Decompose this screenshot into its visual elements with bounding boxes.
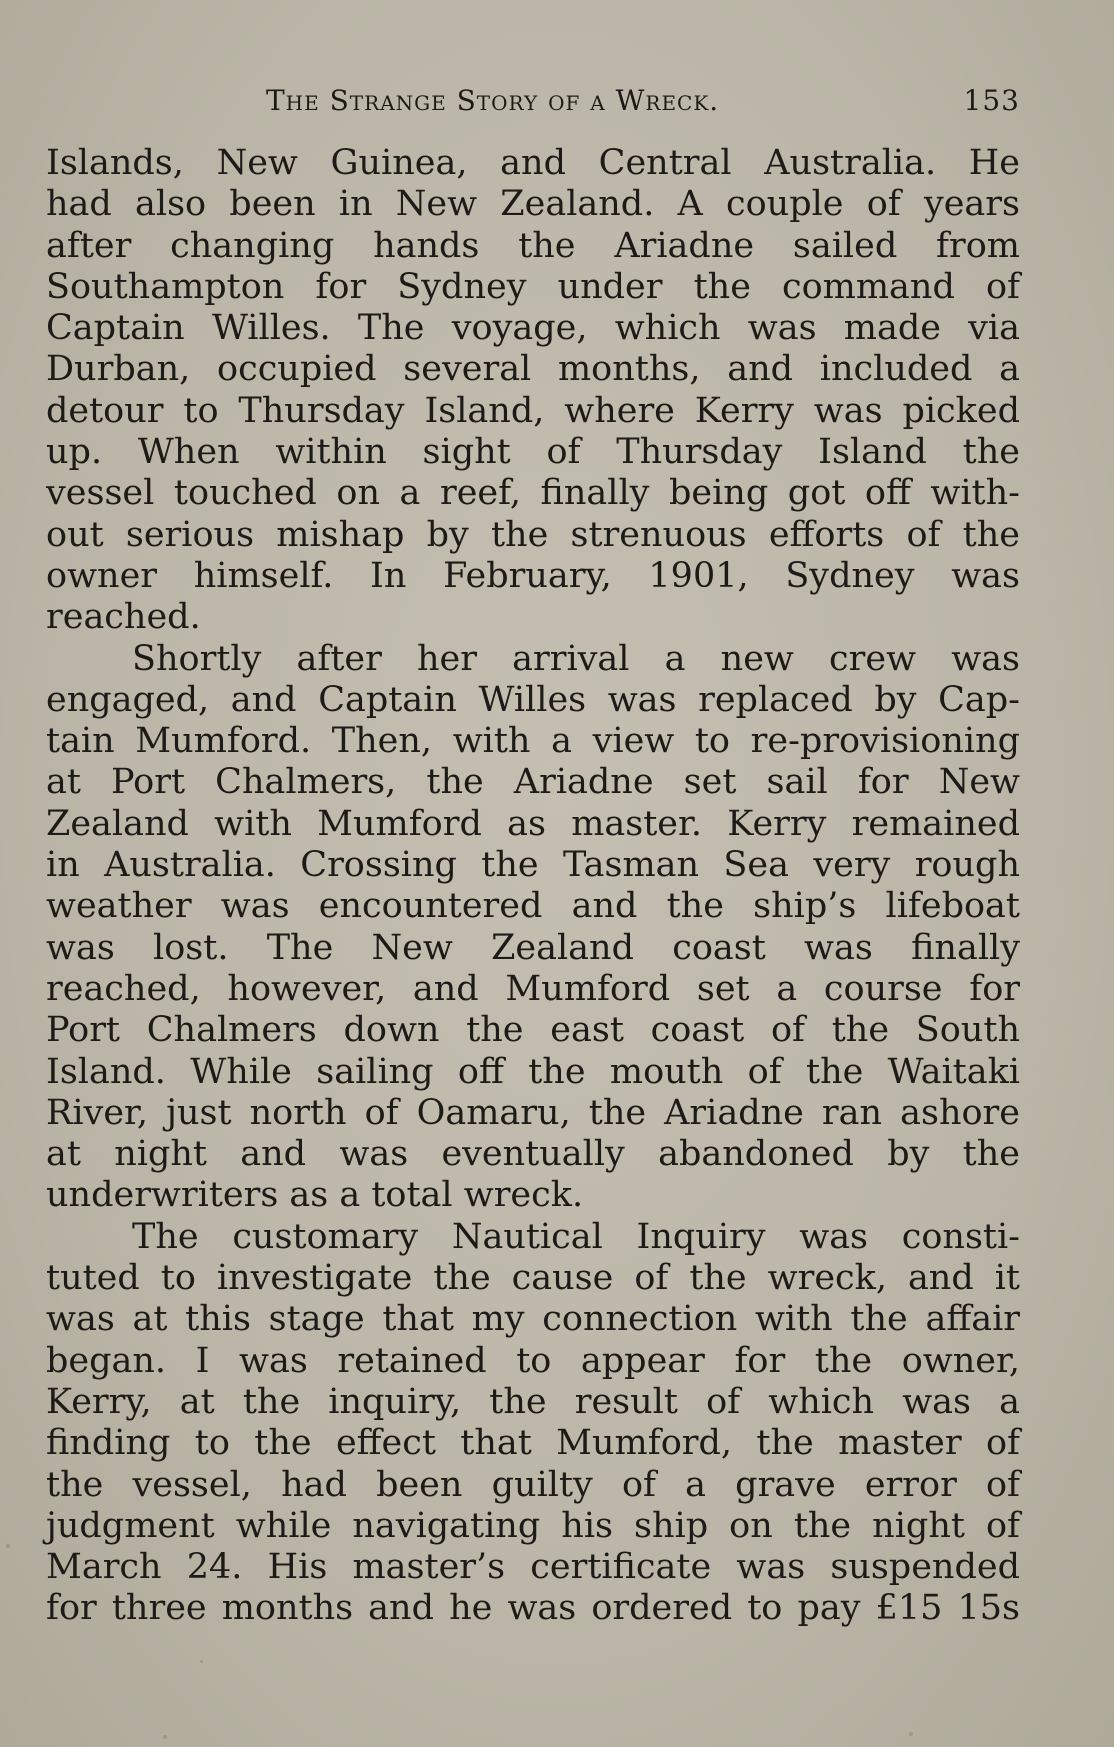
text-line: at Port Chalmers, the Ariadne set sail for New <box>46 762 1020 803</box>
text-line: up. When within sight of Thursday Island the <box>46 432 1020 473</box>
text-line: Islands, New Guinea, and Central Australia. He <box>46 143 1020 183</box>
text-line: detour to Thursday Island, where Kerry was picked <box>46 390 1020 431</box>
paper-speck <box>200 1660 203 1663</box>
text-line: underwriters as a total wreck. <box>46 1175 584 1216</box>
text-line: owner himself. In February, 1901, Sydney was <box>46 555 1020 596</box>
text-line: Zealand with Mumford as master. Kerry remained <box>46 803 1020 844</box>
text-line: finding to the effect that Mumford, the master of <box>46 1423 1020 1464</box>
text-line: reached, however, and Mumford set a course for <box>46 968 1020 1009</box>
text-line: after changing hands the Ariadne sailed from <box>46 225 1020 266</box>
text-line: weather was encountered and the ship’s lifeboat <box>46 886 1020 927</box>
text-line: Port Chalmers down the east coast of the South <box>46 1010 1020 1051</box>
page-header <box>46 84 1020 124</box>
text-line: reached. <box>46 597 201 638</box>
text-line: was lost. The New Zealand coast was finally <box>46 927 1020 968</box>
text-line: began. I was retained to appear for the owner, <box>46 1340 1020 1381</box>
text-line: engaged, and Captain Willes was replaced by Cap- <box>46 679 1020 720</box>
text-line: Kerry, at the inquiry, the result of which was a <box>46 1381 1020 1422</box>
text-line: in Australia. Crossing the Tasman Sea very rough <box>46 845 1020 886</box>
text-line: vessel touched on a reef, finally being got off with- <box>46 473 1020 514</box>
body-text <box>46 143 1020 1630</box>
paragraph-first-line: The customary Nautical Inquiry was consti- <box>132 1216 1020 1257</box>
text-line: out serious mishap by the strenuous efforts of the <box>46 514 1020 555</box>
text-line: was at this stage that my connection with the affair <box>46 1299 1020 1340</box>
text-line: had also been in New Zealand. A couple of years <box>46 184 1020 225</box>
paper-speck <box>163 1735 167 1739</box>
paper-speck <box>909 1732 913 1736</box>
text-line: tain Mumford. Then, with a view to re-provisioning <box>46 721 1020 762</box>
text-line: March 24. His master’s certificate was suspended <box>46 1547 1020 1588</box>
text-line: Durban, occupied several months, and included a <box>46 349 1020 390</box>
text-line: at night and was eventually abandoned by the <box>46 1134 1020 1175</box>
text-line: the vessel, had been guilty of a grave error of <box>46 1464 1020 1505</box>
paper-speck <box>6 1544 10 1548</box>
running-title: The Strange Story of a Wreck. <box>266 84 720 117</box>
text-line: River, just north of Oamaru, the Ariadne ran ashore <box>46 1092 1020 1133</box>
text-line: tuted to investigate the cause of the wreck, and it <box>46 1258 1020 1299</box>
text-line: judgment while navigating his ship on the night of <box>46 1505 1020 1546</box>
text-line: Southampton for Sydney under the command of <box>46 266 1020 307</box>
text-line: Island. While sailing off the mouth of the Waitaki <box>46 1051 1020 1092</box>
text-line: Captain Willes. The voyage, which was made via <box>46 308 1020 349</box>
text-line: for three months and he was ordered to pay £15 15s <box>46 1588 1020 1629</box>
page-number: 153 <box>963 84 1020 117</box>
paragraph-first-line: Shortly after her arrival a new crew was <box>132 638 1020 679</box>
